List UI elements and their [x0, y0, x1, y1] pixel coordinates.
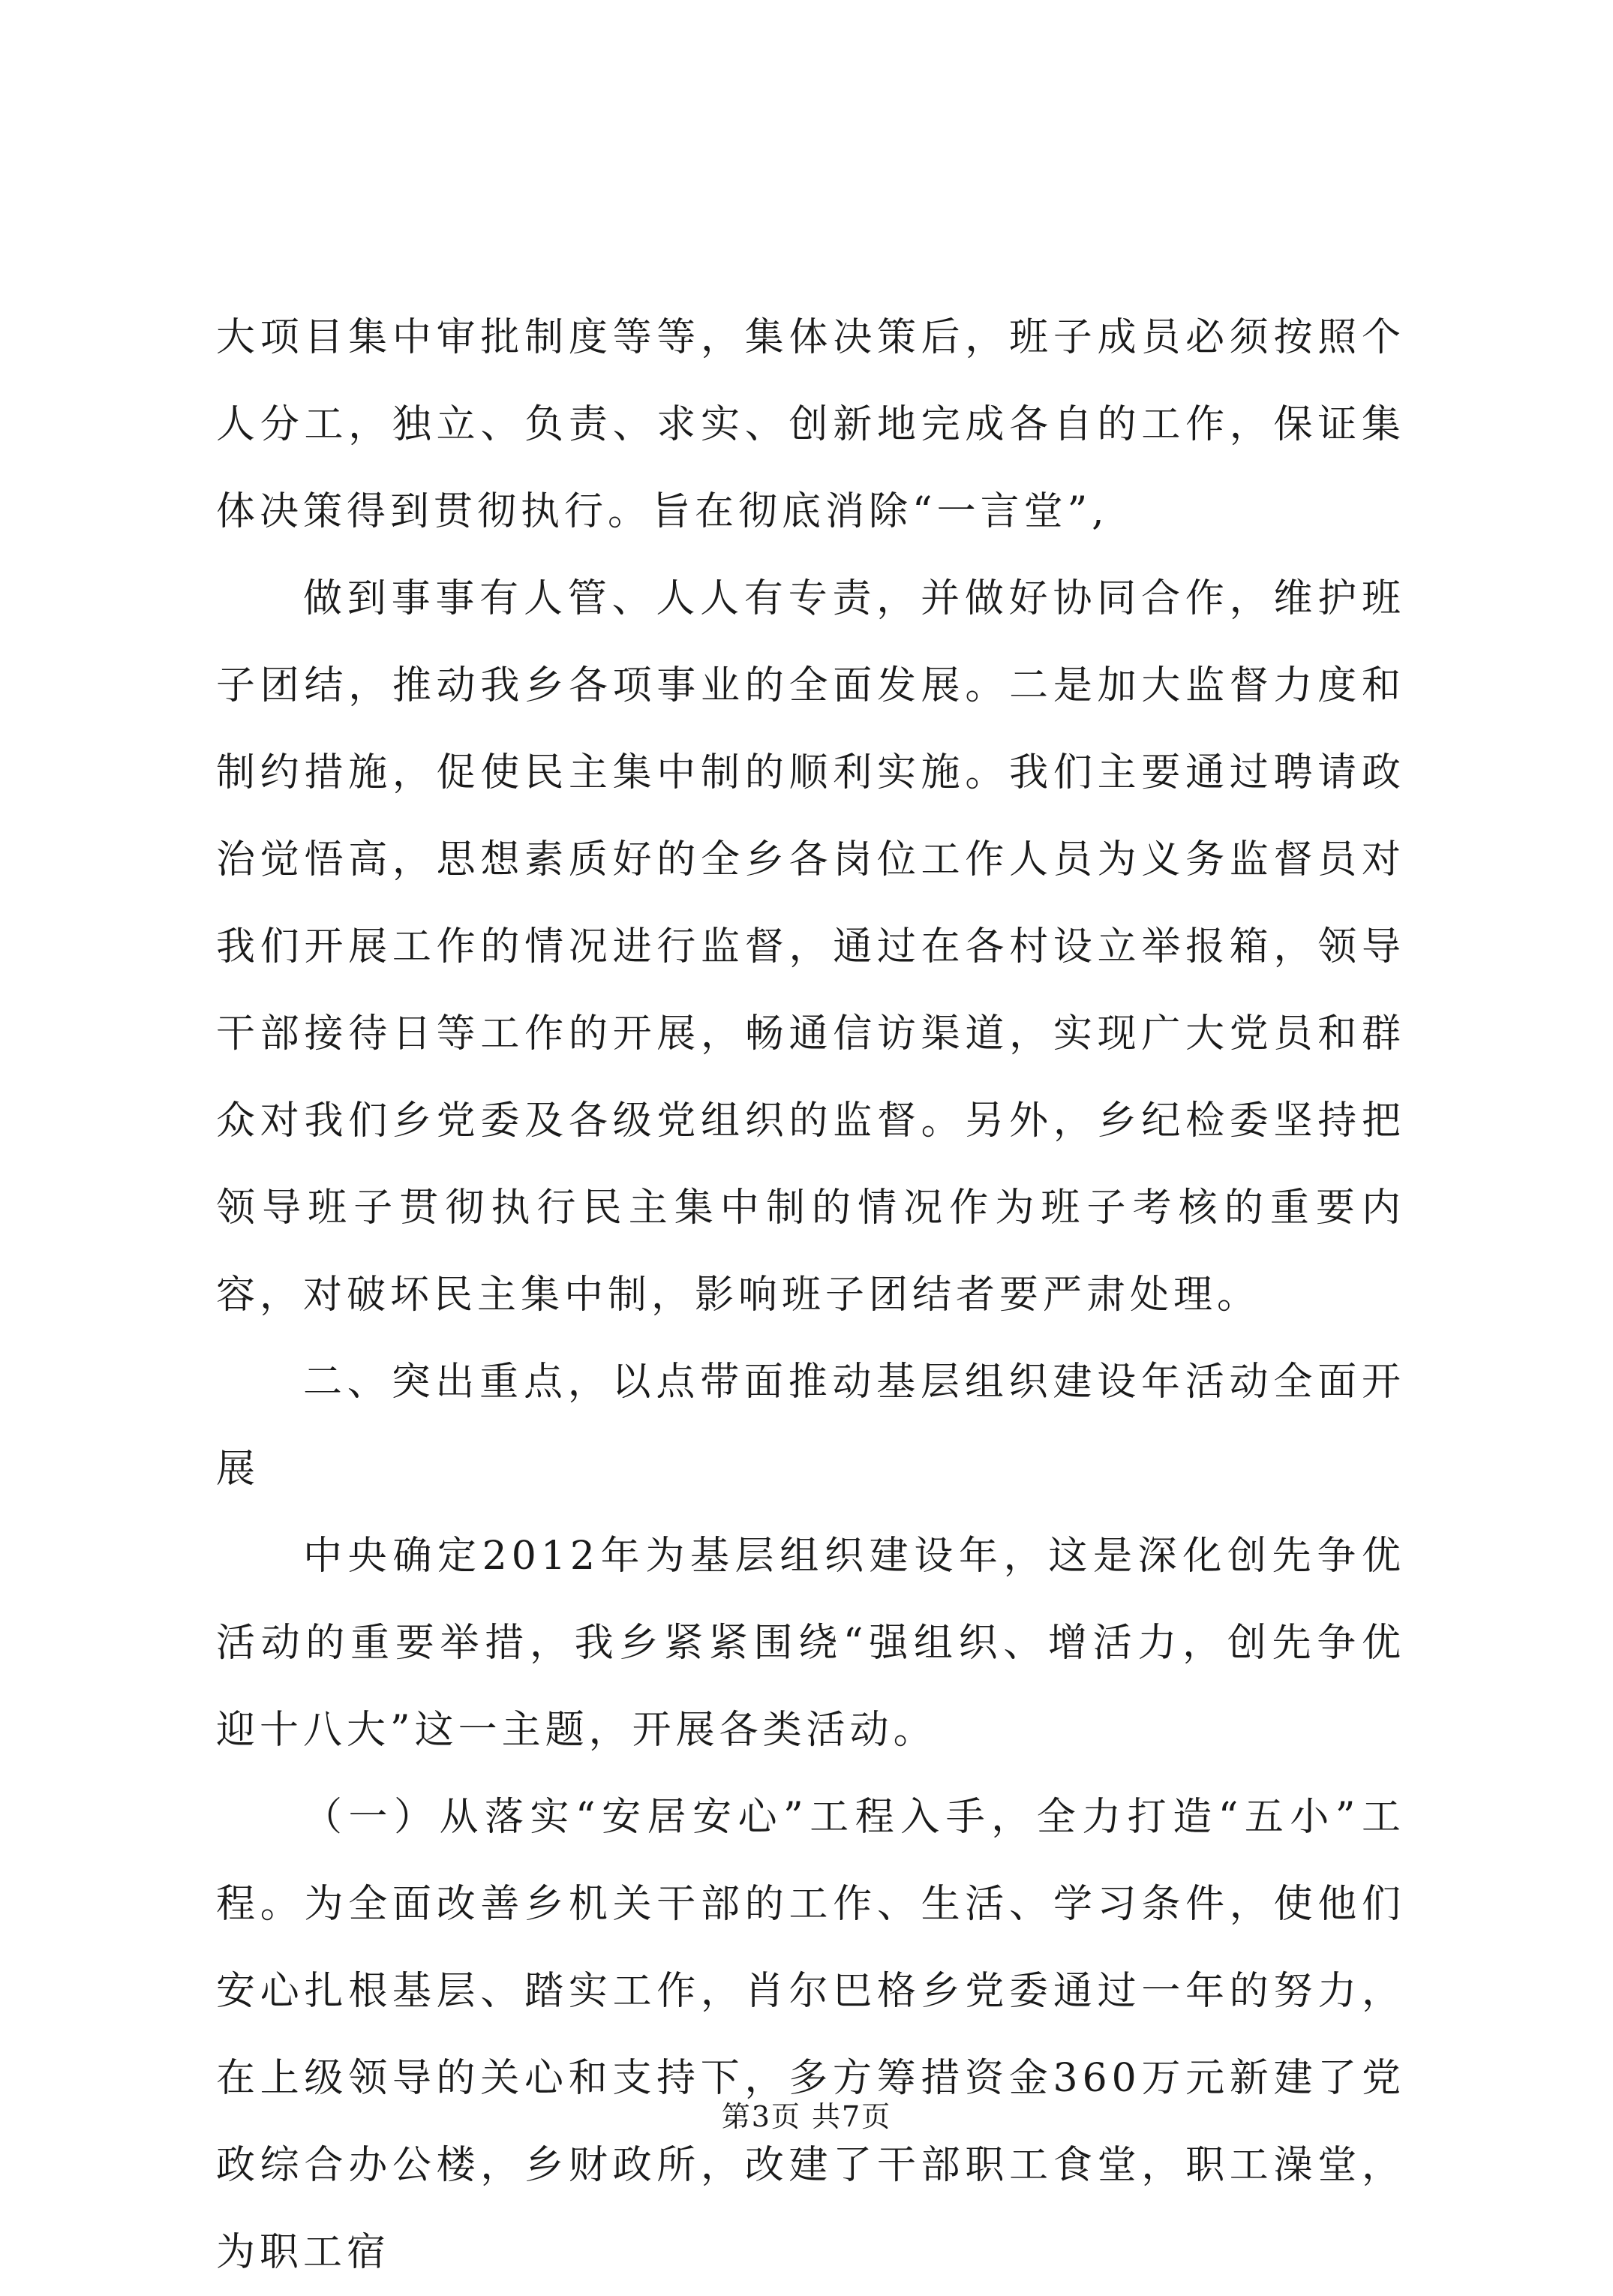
section-heading: 二、突出重点，以点带面推动基层组织建设年活动全面开展	[216, 1360, 1405, 1492]
paragraph-4: （一）从落实“安居安心”工程入手，全力打造“五小”工程。为全面改善乡机关干部的工作、生活、学习条件，使他们安心扎根基层、踏实工作，肖尔巴格乡党委通过一年的努力，在上级领导的关心和支持下，多方筹措资金360万元新建了党政综合办公楼，乡财政所，改建了干部职工食堂，职工澡堂，为职工宿	[216, 1795, 1405, 2275]
page-number: 第3页 共7页	[721, 2100, 892, 2133]
page-footer	[0, 2093, 1613, 2135]
paragraph-2: 做到事事有人管、人人有专责，并做好协同合作，维护班子团结，推动我乡各项事业的全面发展。二是加大监督力度和制约措施，促使民主集中制的顺利实施。我们主要通过聘请政治觉悟高，思想素质好的全乡各岗位工作人员为义务监督员对我们开展工作的情况进行监督，通过在各村设立举报箱，领导干部接待日等工作的开展，畅通信访渠道，实现广大党员和群众对我们乡党委及各级党组织的监督。另外，乡纪检委坚持把领导班子贯彻执行民主集中制的情况作为班子考核的重要内容，对破坏民主集中制，影响班子团结者要严肃处理。	[216, 576, 1405, 1318]
document-body	[216, 294, 1405, 2296]
paragraph-1: 大项目集中审批制度等等，集体决策后，班子成员必须按照个人分工，独立、负责、求实、创新地完成各自的工作，保证集体决策得到贯彻执行。旨在彻底消除“一言堂”,	[216, 315, 1405, 534]
paragraph-3: 中央确定2012年为基层组织建设年，这是深化创先争优活动的重要举措，我乡紧紧围绕“强组织、增活力，创先争优迎十八大”这一主题，开展各类活动。	[216, 1534, 1405, 1753]
